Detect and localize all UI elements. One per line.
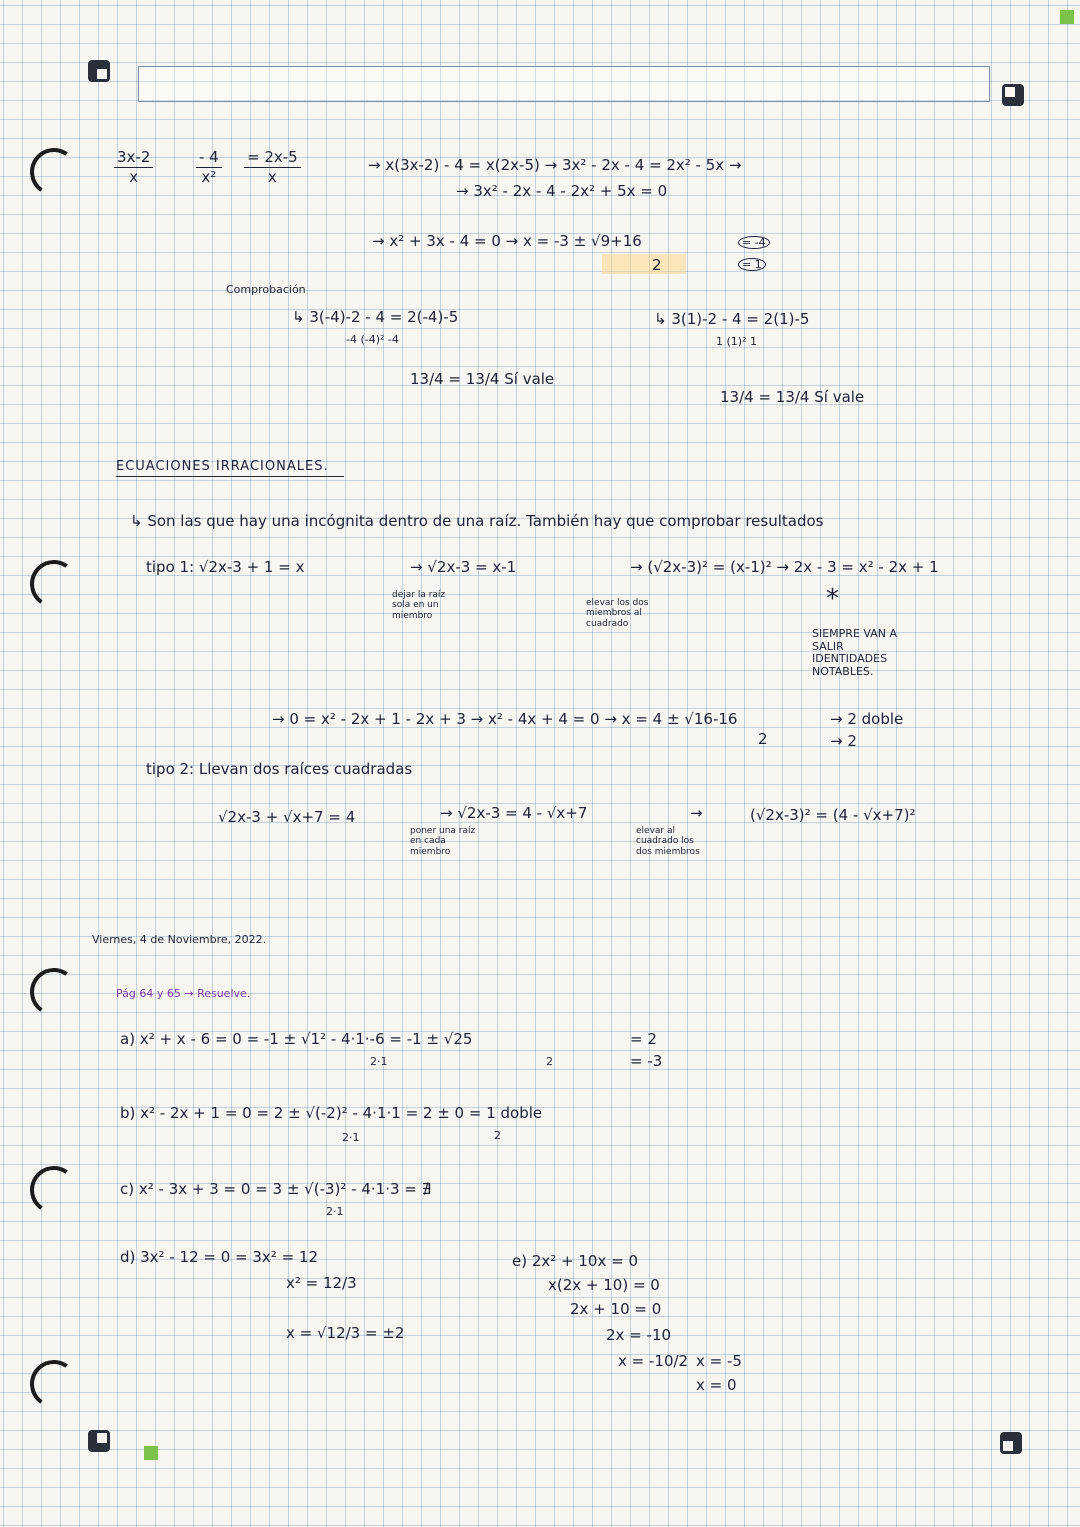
equation-denominator: 2 bbox=[758, 730, 768, 748]
green-marker bbox=[144, 1446, 158, 1460]
solution bbox=[738, 258, 766, 271]
denominator: x² bbox=[201, 167, 217, 186]
corner-marker-icon bbox=[1002, 84, 1024, 106]
equation-line: √2x-3 + √x+7 = 4 bbox=[218, 808, 356, 826]
fraction bbox=[244, 150, 301, 186]
denominator: x bbox=[129, 167, 139, 186]
check-result: 13/4 = 13/4 Sí vale bbox=[720, 388, 865, 406]
solution-value: = 1 bbox=[738, 258, 766, 271]
equation-line: → 0 = x² - 2x + 1 - 2x + 3 → x² - 4x + 4 = 0 → x = 4 ± √16-16 bbox=[272, 710, 738, 728]
denominator: x bbox=[267, 167, 277, 186]
equation-denominator: 2 bbox=[494, 1129, 501, 1142]
section-label: Comprobación bbox=[226, 283, 306, 296]
fraction bbox=[114, 150, 153, 186]
solution bbox=[738, 236, 770, 249]
check-line: ↳ 3(1)-2 - 4 = 2(1)-5 bbox=[654, 310, 810, 328]
date: Viernes, 4 de Noviembre, 2022. bbox=[92, 933, 267, 946]
corner-marker-icon bbox=[88, 60, 110, 82]
equation-line: x = -10/2 bbox=[618, 1352, 689, 1370]
check-line: -4 (-4)² -4 bbox=[346, 333, 399, 346]
task-heading: Pág 64 y 65 → Resuelve. bbox=[116, 987, 251, 1000]
annotation: elevar los dos miembros al cuadrado bbox=[586, 598, 649, 629]
equation-line: → x² + 3x - 4 = 0 → x = -3 ± √9+16 bbox=[372, 232, 642, 250]
equation-line: → √2x-3 = x-1 bbox=[410, 558, 517, 576]
solution: = -3 bbox=[630, 1052, 663, 1070]
arrow-icon: → bbox=[690, 804, 703, 822]
annotation: poner una raíz en cada miembro bbox=[410, 826, 476, 857]
annotation: dejar la raíz sola en un miembro bbox=[392, 590, 446, 621]
numerator: - 4 bbox=[196, 150, 222, 168]
definition: ↳ Son las que hay una incógnita dentro de una raíz. También hay que comprobar resultados bbox=[130, 512, 824, 530]
corner-marker-icon bbox=[1000, 1432, 1022, 1454]
equation-line: → x(3x-2) - 4 = x(2x-5) → 3x² - 2x - 4 = 2x² - 5x → bbox=[368, 156, 742, 174]
equation-line: x² = 12/3 bbox=[286, 1274, 357, 1292]
equation-line: 2x = -10 bbox=[606, 1326, 672, 1344]
highlight bbox=[602, 254, 686, 274]
check-line: ↳ 3(-4)-2 - 4 = 2(-4)-5 bbox=[292, 308, 459, 326]
exercise-b: b) x² - 2x + 1 = 0 = 2 ± √(-2)² - 4·1·1 = 2 ± 0 = 1 doble bbox=[120, 1104, 543, 1122]
green-marker bbox=[1060, 10, 1074, 24]
equation-denominator: 2·1 bbox=[370, 1055, 388, 1068]
exercise-e: e) 2x² + 10x = 0 bbox=[512, 1252, 638, 1270]
fraction bbox=[196, 150, 222, 186]
numerator: = 2x-5 bbox=[244, 150, 301, 168]
header-box bbox=[138, 66, 990, 102]
equation-denominator: 2 bbox=[546, 1055, 553, 1068]
star-icon: * bbox=[826, 584, 839, 614]
check-result: 13/4 = 13/4 Sí vale bbox=[410, 370, 555, 388]
subheading: tipo 2: Llevan dos raíces cuadradas bbox=[146, 760, 413, 778]
solution-value: = -4 bbox=[738, 236, 770, 249]
annotation: SIEMPRE VAN A SALIR IDENTIDADES NOTABLES. bbox=[812, 627, 897, 678]
equation-denominator: 2 bbox=[652, 256, 662, 274]
numerator: 3x-2 bbox=[114, 150, 153, 168]
exercise-d: d) 3x² - 12 = 0 = 3x² = 12 bbox=[120, 1248, 318, 1266]
underline bbox=[116, 476, 344, 477]
equation-denominator: 2·1 bbox=[342, 1131, 360, 1144]
section-title: ECUACIONES IRRACIONALES. bbox=[116, 459, 329, 474]
exercise-c: c) x² - 3x + 3 = 0 = 3 ± √(-3)² - 4·1·3 = ∄ bbox=[120, 1180, 432, 1198]
annotation: elevar al cuadrado los dos miembros bbox=[636, 826, 700, 857]
equation-line: tipo 1: √2x-3 + 1 = x bbox=[146, 558, 305, 576]
equation-line: (√2x-3)² = (4 - √x+7)² bbox=[750, 806, 916, 824]
equation-line: → 3x² - 2x - 4 - 2x² + 5x = 0 bbox=[456, 182, 668, 200]
check-line: 1 (1)² 1 bbox=[716, 335, 757, 348]
equation-denominator: 2·1 bbox=[326, 1205, 344, 1218]
solution: → 2 doble bbox=[830, 710, 904, 728]
solution: → 2 bbox=[830, 732, 857, 750]
solution: x = -5 bbox=[696, 1352, 742, 1370]
solution: x = 0 bbox=[696, 1376, 737, 1394]
corner-marker-icon bbox=[88, 1430, 110, 1452]
solution: = 2 bbox=[630, 1030, 657, 1048]
equation-line: 2x + 10 = 0 bbox=[570, 1300, 662, 1318]
equation-line: x(2x + 10) = 0 bbox=[548, 1276, 660, 1294]
equation-line: → (√2x-3)² = (x-1)² → 2x - 3 = x² - 2x + 1 bbox=[630, 558, 939, 576]
exercise-a: a) x² + x - 6 = 0 = -1 ± √1² - 4·1·-6 = -1 ± √25 bbox=[120, 1030, 473, 1048]
equation-line: x = √12/3 = ±2 bbox=[286, 1324, 405, 1342]
equation-line: → √2x-3 = 4 - √x+7 bbox=[440, 804, 588, 822]
